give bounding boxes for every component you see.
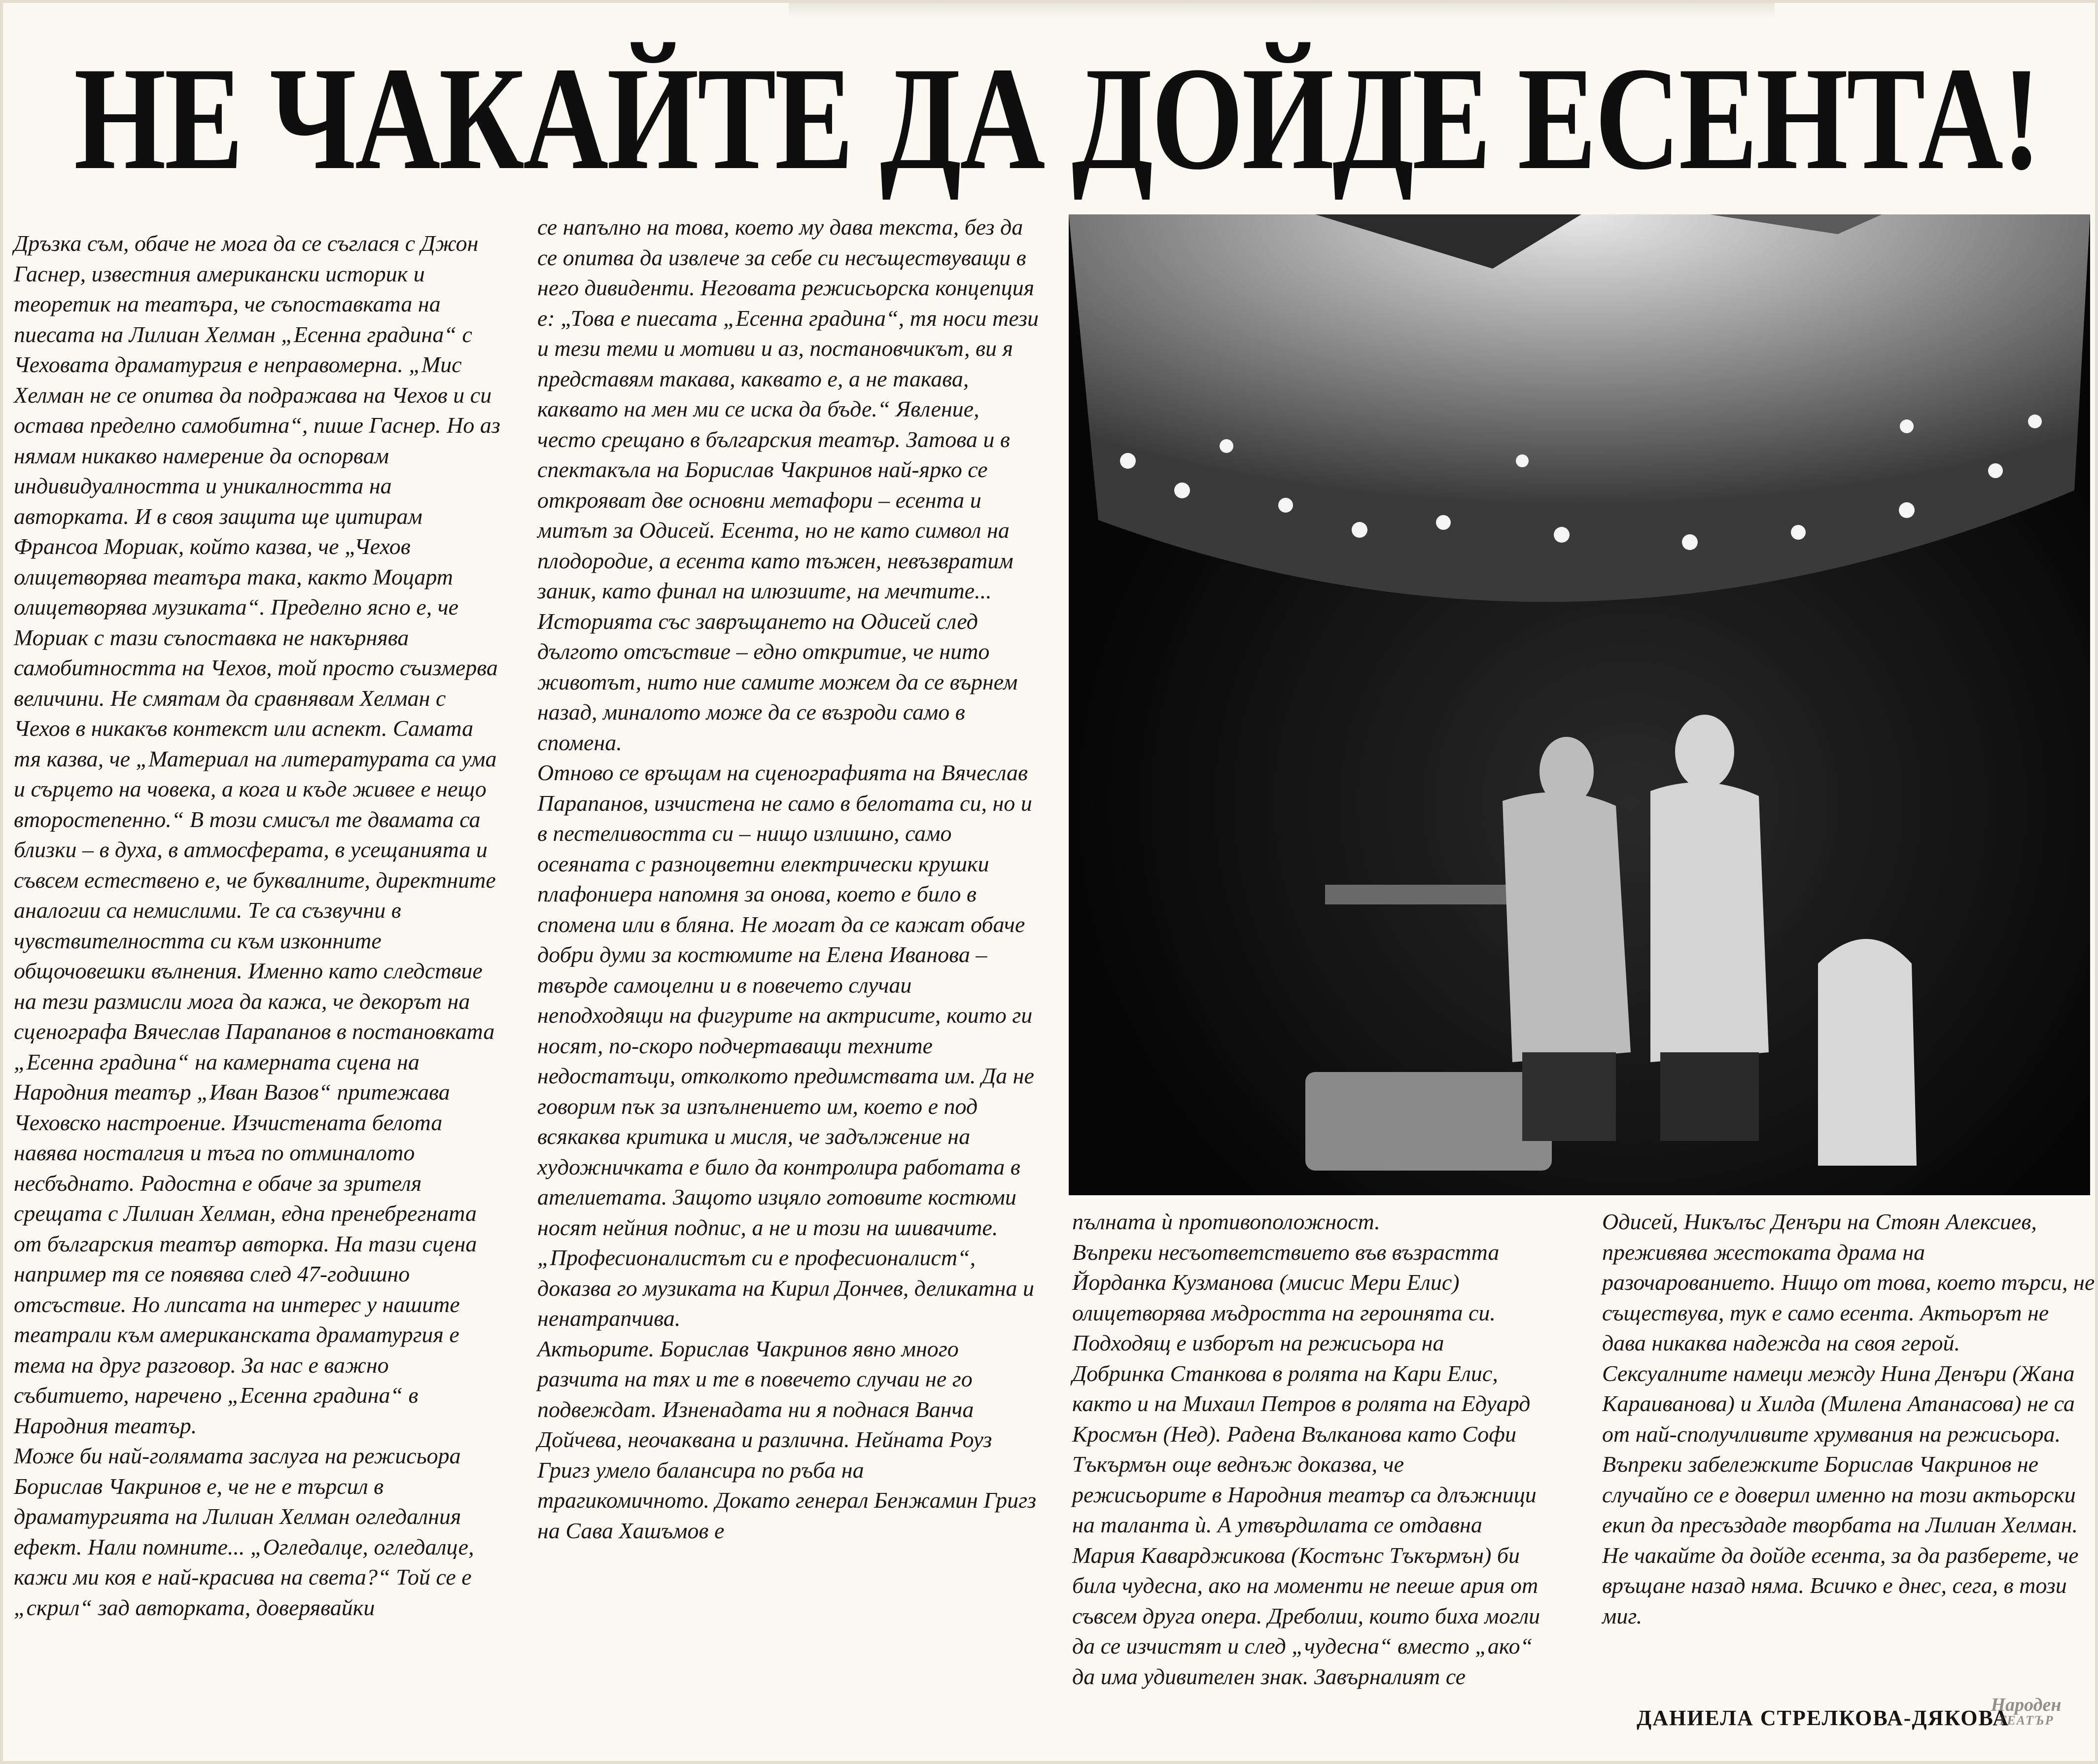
- stage-photo-graphic: [1069, 214, 2090, 1195]
- article-column-3: [1072, 1207, 1540, 1692]
- logo-text: Народен: [1991, 1695, 2062, 1715]
- paragraph: Актьорите. Борислав Чакринов явно много разчита на тях и те в повечето случаи не го подвеждат. Изненадата ни я поднася Ванча Дойчева, неочаквана и различна. Нейната Роуз Григз умело балансира по ръба на трагикомичното. Докато генерал Бенжамин Григз на Сава Хашъмов е: [537, 1336, 1037, 1543]
- article-column-1: [14, 228, 502, 1623]
- paragraph: Одисей, Никълъс Денъри на Стоян Алексиев, преживява жестоката драма на разочарованието. Нищо от това, което търси, не съществува, тук е само есента. Актьорът не дава никаква надежда на своя герой.: [1602, 1209, 2095, 1355]
- paragraph: се напълно на това, което му дава текста, без да се опитва да извлече за себе си несъществуващи в него дивиденти. Неговата режисьорска концепция е: „Това е пиесата „Есенна градина“, тя носи тези и тези теми и мотиви и аз, постановчикът, ви я представям такава, каквато е, а не такава, каквато на мен ми се иска да бъде.“ Явление, често срещано в българския театър. Затова и в спектакъла на Борислав Чакринов най-ярко се открояват две основни метафори – есента и митът за Одисей. Есента, но не като символ на плодородие, а есента като тъжен, невъзвратим заник, като финал на илюзиите, на мечтите... Историята със завръщането на Одисей след дългото отсъствие – едно откритие, че нито животът, нито ние самите можем да се върнем назад, миналото може да се възроди само в спомена.: [537, 214, 1039, 755]
- paragraph: Сексуалните намеци между Нина Денъри (Жана Караиванова) и Хилда (Милена Атанасова) не са от най-сполучливите хрумвания на режисьора.: [1602, 1360, 2075, 1447]
- article-column-2: [537, 212, 1040, 1546]
- paragraph: Не чакайте да дойде есента, за да разберете, че връщане назад няма. Всичко е днес, сега, в този миг.: [1602, 1542, 2079, 1628]
- paragraph: Дръзка съм, обаче не мога да се съглася с Джон Гаснер, известния американски историк и теоретик на театъра, че съпоставката на пиесата на Лилиан Хелман „Есенна градина“ с Чеховата драматургия е неправомерна. „Мис Хелман не се опитва да подражава на Чехов и си остава пределно самобитна“, пише Гаснер. Но аз нямам никакво намерение да оспорвам индивидуалността и уникалността на авторката. И в своя защита ще цитирам Франсоа Мориак, който казва, че „Чехов олицетворява театъра така, както Моцарт олицетворява музиката“. Пределно ясно е, че Мориак с тази съпоставка не накърнява самобитността на Чехов, той просто съизмерва величини. Не смятам да сравнявам Хелман с Чехов в никакъв контекст или аспект. Самата тя казва, че „Материал на литературата са ума и сърцето на човека, а кога и къде живее е нещо второстепенно.“ В този смисъл те двамата са близки – в духа, в атмосферата, в усещанията и съвсем естествено е, че буквалните, директните аналогии са немислими. Те са съзвучни в чувствителността си към изконните общочовешки вълнения. Именно като следствие на тези размисли мога да кажа, че декорът на сценографа Вячеслав Парапанов в постановката „Есенна градина“ на камерната сцена на Народния театър „Иван Вазов“ притежава Чеховско настроение. Изчистената белота навява носталгия и тъга по отминалото несбъднато. Радостна е обаче за зрителя срещата с Лилиан Хелман, една пренебрегната от българския театър авторка. На тази сцена например тя се появява след 47-годишно отсъствие. Но липсата на интерес у нашите театрали към американската драматургия е тема на друг разговор. За нас е важно събитието, наречено „Есенна градина“ в Народния театър.: [14, 231, 500, 1438]
- paragraph: Въпреки забележките Борислав Чакринов не случайно се е доверил именно на този актьорски екип да пресъздаде творбата на Лилиан Хелман.: [1602, 1452, 2078, 1537]
- paragraph: Може би най-голямата заслуга на режисьора Борислав Чакринов е, че не е търсил в драматургията на Лилиан Хелман огледалния ефект. Нали помните... „Огледалце, огледалце, кажи ми коя е най-красива на света?“ Той се е „скрил“ зад авторката, доверявайки: [14, 1443, 474, 1620]
- theatre-logo: [1967, 1695, 2085, 1755]
- paragraph: Отново се връщам на сценографията на Вячеслав Парапанов, изчистена не само в белотата си, но и в пестеливостта си – нищо излишно, само осеяната с разноцветни електрически крушки плафониера напомня за онова, което е било в спомена или в бляна. Не могат да се кажат обаче добри думи за костюмите на Елена Иванова – твърде самоцелни и в повечето случаи неподходящи на фигурите на актрисите, които ги носят, по-скоро подчертаващи техните недостатъци, отколкото предимствата им. Да не говорим пък за изпълнението им, което е под всякаква критика и мисля, че задължение на художничката е било да контролира работата в ателиетата. Защото изцяло готовите костюми носят нейния подпис, а не и този на шивачите.: [537, 760, 1034, 1240]
- logo-text: ТЕАТЪР: [1998, 1713, 2054, 1728]
- paragraph: „Професионалистът си е професионалист“, доказва го музиката на Кирил Дончев, деликатна и ненатрапчива.: [537, 1245, 1034, 1331]
- article-headline: НЕ ЧАКАЙТЕ ДА ДОЙДЕ ЕСЕНТА!: [74, 36, 2040, 200]
- paragraph: Въпреки несъответствието във възрастта Йорданка Кузманова (мисис Мери Елис) олицетворява мъдростта на героинята си.: [1072, 1239, 1500, 1325]
- paragraph: пълната ѝ противоположност.: [1072, 1209, 1380, 1234]
- author-byline: ДАНИЕЛА СТРЕЛКОВА-ДЯКОВА: [1637, 1706, 2009, 1730]
- paragraph: Подходящ е изборът на режисьора на Добринка Станкова в ролята на Кари Елис, както и на Михаил Петров в ролята на Едуард Кросмън (Нед). Радена Вълканова като Софи Тъкърмън още веднъж доказва, че режисьорите в Народния театър са длъжници на таланта ѝ. А утвърдилата се отдавна Мария Каварджикова (Костънс Тъкърмън) би била чудесна, ако на моменти не пееше ария от съвсем друга опера. Дреболии, които биха могли да се изчистят и след „чудесна“ вместо „ако“ да има удивителен знак. Завърналият се: [1072, 1330, 1540, 1689]
- bleed-through: [789, 0, 1775, 20]
- article-column-4: [1602, 1207, 2095, 1631]
- stage-photo: [1069, 214, 2090, 1195]
